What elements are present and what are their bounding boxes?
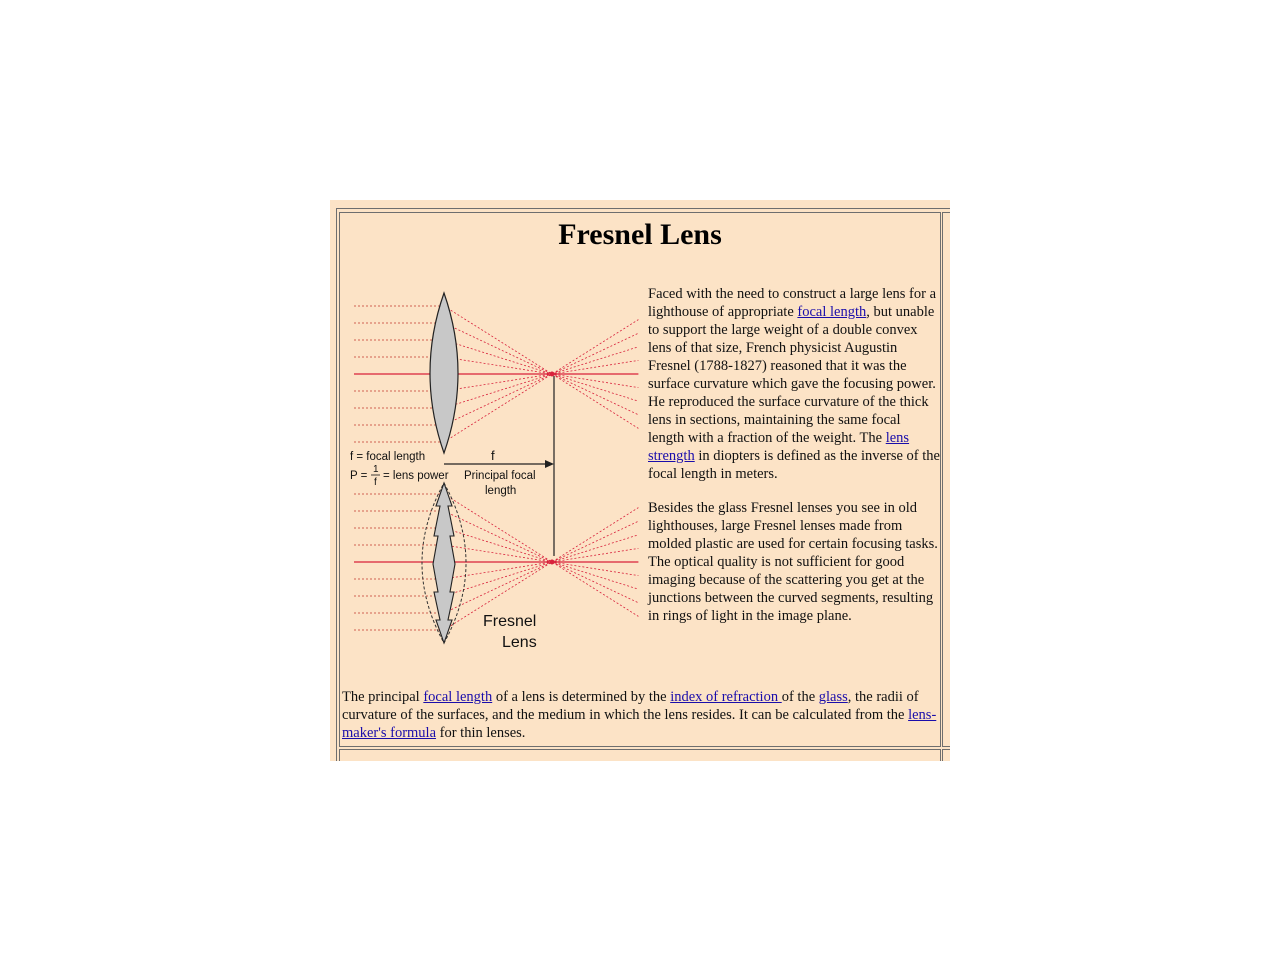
page-title: Fresnel Lens: [558, 218, 722, 251]
principal-focal-label-line2: length: [485, 485, 517, 497]
fresnel-label-line1: Fresnel: [483, 613, 537, 630]
bottom-side-table-cell: [942, 749, 950, 761]
fresnel-lens-rays: [354, 494, 638, 630]
lens-makers-formula-link[interactable]: lens-maker's formula: [342, 707, 937, 741]
convex-lens-rays: [354, 306, 638, 442]
convex-refracted-ray: [444, 357, 638, 388]
focal-length-symbol: f: [491, 448, 495, 463]
focal-length-link[interactable]: focal length: [797, 304, 867, 320]
convex-refracted-ray: [444, 323, 638, 415]
fresnel-refracted-ray: [444, 511, 638, 603]
bottom-text-4: , the radii of curvature of the surfaces, and the medium in which the lens resides. It can be calculated from the: [342, 689, 919, 723]
fresnel-lens-shape: [433, 483, 455, 643]
bottom-text-2: of a lens is determined by the: [492, 689, 671, 705]
focal-length-definition: f = focal length: [350, 451, 426, 463]
convex-refracted-ray: [444, 320, 638, 442]
side-table-cell: [942, 212, 950, 747]
fresnel-refracted-ray: [444, 535, 638, 596]
lens-power-denominator: f: [374, 477, 377, 488]
focal-length-link-2[interactable]: focal length: [423, 689, 493, 705]
intro-text-1: Faced with the need to construct a large lens for a lighthouse of appropriate: [648, 286, 937, 320]
convex-lens-shape: [430, 293, 458, 453]
focal-point-bottom: [550, 560, 555, 565]
fresnel-refracted-ray: [444, 508, 638, 630]
convex-refracted-ray: [444, 360, 638, 391]
plastic-lens-paragraph: Besides the glass Fresnel lenses you see in old lighthouses, large Fresnel lenses made from molded plastic are used for certain focusing tasks. The optical quality is not sufficient for good imaging because of the scattering you get at the junctions between the curved segments, resulting in rings of light in the image plane.: [648, 500, 938, 624]
intro-paragraph: [648, 285, 940, 483]
fresnel-lens-diagram: [344, 288, 644, 658]
intro-text-3: in diopters is defined as the inverse of the focal length in meters.: [648, 448, 940, 482]
glass-link[interactable]: glass: [818, 689, 848, 705]
content-panel: [330, 200, 950, 761]
focal-point-top: [550, 372, 555, 377]
bottom-text-5: for thin lenses.: [436, 725, 526, 741]
index-of-refraction-link[interactable]: index of refraction: [670, 689, 782, 705]
convex-refracted-ray: [444, 306, 638, 428]
arrow-head: [545, 460, 554, 468]
text-column: [648, 285, 940, 641]
bottom-table-cell: [339, 749, 941, 761]
convex-refracted-ray: [444, 347, 638, 408]
lens-power-prefix: P =: [350, 470, 368, 482]
principal-focal-label-line1: Principal focal: [464, 470, 536, 482]
intro-text-2: , but unable to support the large weight of a double convex lens of that size, French physicist Augustin Fresnel (1788-1827) reasoned that it was the surface curvature which gave the focusing power. He reproduced the surface curvature of the thick lens in sections, maintaining the same focal length with a fraction of the weight. The: [648, 304, 936, 446]
fresnel-refracted-ray: [444, 545, 638, 576]
lens-strength-link[interactable]: lens strength: [648, 430, 910, 464]
fresnel-refracted-ray: [444, 528, 638, 589]
lens-maker-paragraph: [342, 688, 940, 742]
lens-power-numerator: 1: [373, 464, 379, 475]
convex-refracted-ray: [444, 333, 638, 425]
fresnel-refracted-ray: [444, 521, 638, 613]
bottom-text-3: of the: [781, 689, 819, 705]
fresnel-refracted-ray: [444, 548, 638, 579]
lens-power-suffix: = lens power: [383, 470, 449, 482]
fresnel-label-line2: Lens: [502, 634, 537, 651]
convex-refracted-ray: [444, 340, 638, 401]
bottom-text-1: The principal: [342, 689, 424, 705]
fresnel-refracted-ray: [444, 494, 638, 616]
